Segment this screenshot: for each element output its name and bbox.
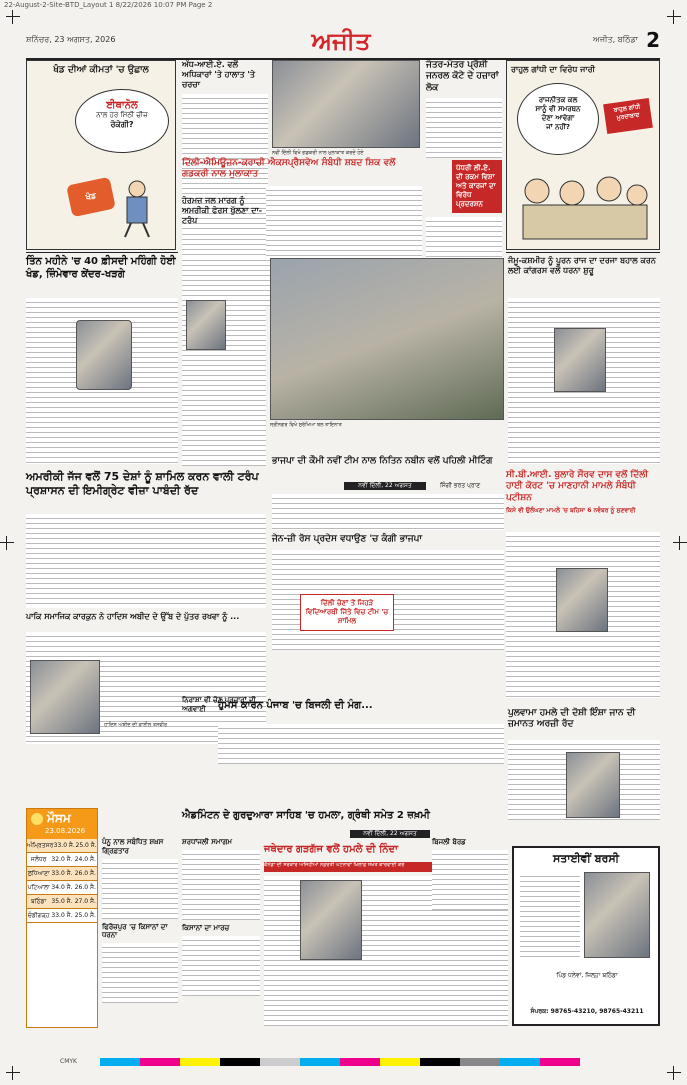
- weather-city: ਬਠਿੰਡਾ: [31, 898, 47, 905]
- story-headline: ਬਿਜਲੀ ਬੋਰਡ: [432, 838, 466, 846]
- barsi-advertisement: [512, 846, 660, 1026]
- story-body: [432, 850, 508, 910]
- cartoon-label-line2: ਨਾਲ ਹਰ ਮਿੱਠੀ ਚੀਜ਼: [96, 111, 148, 119]
- story-subhead: ਕਿਸੇ ਵੀ ਉਲੰਘਣਾ ਮਾਮਲੇ 'ਚ ਬਹਿਸਾ 6 ਨਵੰਬਰ ਨੂੰ ਸੁਣਵਾਈ: [506, 506, 636, 514]
- story-bjp-meeting-headline: ਭਾਜਪਾ ਦੀ ਕੌਮੀ ਨਵੀਂ ਟੀਮ ਨਾਲ ਨਿਤਿਨ ਨਬੀਨ ਵਲੋਂ ਪਹਿਲੀ ਮੀਟਿੰਗ: [272, 456, 493, 466]
- photo-insha-jaan: [566, 752, 620, 818]
- masthead: [26, 28, 660, 60]
- story-pak-activist-headline: ਪਾਕਿ ਸਮਾਜਿਕ ਕਾਰਕੁਨ ਨੇ ਹਾਦਿਸ ਅਬੀਦ ਦੇ ਉੱਬ ਦੇ ਪੁੱਤਰ ਰਖਵਾ ਨੂੰ ...: [26, 612, 240, 621]
- story-gargajj-headline: ਜਥੇਦਾਰ ਗੜਗੱਜ ਵਲੋਂ ਹਮਲੇ ਦੀ ਨਿੰਦਾ: [264, 844, 399, 855]
- photo-baba-ji: [584, 872, 650, 958]
- weather-min: 24.0 ਸੈ.: [74, 856, 96, 863]
- dateline-bar: ਨਵੀਂ ਦਿੱਲੀ, 22 ਅਗਸਤ: [350, 830, 430, 838]
- story-headline: ਕਿਸਾਨਾਂ ਦਾ ਮਾਰਚ: [182, 923, 230, 932]
- story-trump-body: [182, 256, 266, 466]
- speech-bubble: [517, 83, 599, 155]
- story-campaign-headline: ਨਿਰਾਸ਼ਾ ਵੀ ਚੋਣ ਪ੍ਰਚਾਰਾਂ ਦੀ ਅਗਵਾਈ: [182, 696, 256, 713]
- weather-min: 26.0 ਸੈ.: [74, 870, 96, 877]
- photo-trump: [186, 300, 226, 350]
- crop-mark-mid-right-icon: [673, 536, 687, 550]
- story-body: [182, 850, 260, 920]
- protest-sign: ਰਾਹੁਲ ਗਾਂਧੀ ਮੁਰਦਾਬਾਦ: [603, 98, 653, 134]
- newspaper-logo: ਅਜੀਤ: [311, 26, 371, 55]
- edition-label: ਅਜੀਤ, ਬਠਿੰਡਾ: [592, 35, 638, 44]
- story-body: [426, 98, 502, 158]
- ad-footer: ਪਿੰਡ ਧਲੇਵਾਂ, ਜ਼ਿਲ੍ਹਾ ਬਠਿੰਡਾ: [556, 972, 618, 979]
- ad-phone: ਸੰਪਰਕ: 98765-43210, 98765-43211: [530, 1008, 644, 1015]
- story-body: [182, 936, 260, 996]
- print-slug: 22-August-2-Site-BTD_Layout 1 8/22/2026 10:07 PM Page 2: [4, 1, 213, 9]
- story-headline: ਅੱਧ-ਆਈ.ਏ. ਵਲੋਂ ਅਧਿਕਾਰਾਂ 'ਤੇ ਹਾਲਾਤ 'ਤੇ ਚਰਚਾ: [182, 60, 255, 89]
- story-body: [102, 859, 178, 919]
- story-headline: ਸੀ.ਬੀ.ਆਈ. ਬੁਲਾਰੇ ਸੌਰਵ ਦਾਸ ਵਲੋਂ ਦਿੱਲੀ ਹਾਈ ਕੋਰਟ 'ਚ ਮਾਣਹਾਨੀ ਮਾਮਲੇ ਸੰਬੰਧੀ ਪਟੀਸ਼ਨ: [506, 470, 649, 503]
- weather-city: ਜਲੰਧਰ: [30, 856, 47, 863]
- story-headline: ਫਿਰੋਜ਼ਪੁਰ 'ਚ ਕਿਸਾਨਾਂ ਦਾ ਧਰਨਾ: [102, 922, 168, 940]
- story-genz-headline: ਜੇਨ-ਜ਼ੀ ਰੋਸ ਪ੍ਰਦੇਸ ਵਧਾਉਣ 'ਚ ਕੰਗੀ ਭਾਜਪਾ: [272, 534, 423, 544]
- story-headline: ਸ਼ਰਧਾਂਜਲੀ ਸਮਾਗਮ: [182, 838, 232, 846]
- speech-bubble: [75, 89, 169, 153]
- photo-caption: ਹਾਦਿਸ ਅਬੀਦ ਦੀ ਫ਼ਾਈਲ ਤਸਵੀਰ: [104, 722, 168, 728]
- highlight-box: ਪੱਧਰੀ ਲੀ.ਏ. ਦੀ ਰਕਮ ਵਿਸ਼ਾ ਅਤੇ ਕਾਰਜਾਂ ਦਾ ਵਿਰੋਧ ਪ੍ਰਦਰਸ਼ਨ: [452, 160, 502, 213]
- highlight-box: ਦਿੱਲੀ ਚੋਣਾਂ ਤੋਂ ਜਿਹੜੇ ਵਿਦਿਆਰਥੀ ਜਿੱਤੇ ਵਿਚ ਟੀਮ 'ਚ ਸ਼ਾਮਿਲ: [300, 594, 394, 631]
- story-power-board: [432, 838, 508, 918]
- weather-row: [27, 867, 97, 881]
- story-headline: ਜੰਤਰ-ਮੰਤਰ ਪ੍ਰੋਸ਼ੀ ਜਨਰਲ ਕੋਟੇ ਦੇ ਹਜ਼ਾਰਾਂ ਲੋਕ: [426, 60, 499, 93]
- weather-header: [27, 809, 97, 839]
- photo-caption: ਸ੍ਰੀਨਗਰ ਵਿਖੇ ਸੁਰੱਖਿਆ ਬਲ ਤਾਇਨਾਤ: [270, 422, 342, 428]
- weather-row: [27, 853, 97, 867]
- cmyk-label: CMYK: [60, 1058, 77, 1065]
- weather-min: 27.0 ਸੈ.: [74, 898, 96, 905]
- story-headline: ਪੰਨੂ ਨਾਲ ਸਬੰਧਿਤ ਸ਼ਖ਼ਸ ਗ੍ਰਿਫ਼ਤਾਰ: [102, 838, 164, 855]
- story-cbi-petition: [506, 470, 660, 700]
- section-rule: [506, 252, 660, 253]
- protest-crowd-icon: [517, 171, 651, 241]
- photo-gadkari-meeting: [272, 60, 420, 148]
- story-tributes: [182, 838, 260, 1028]
- story-pannu: [102, 838, 178, 1028]
- sugar-bag-icon: [66, 177, 116, 217]
- weather-city: ਚੰਡੀਗੜ੍ਹ: [27, 912, 50, 919]
- photo-kharge: [76, 320, 132, 390]
- weather-row: [27, 909, 97, 923]
- sugar-bag-label: ਖੰਡ: [84, 191, 97, 202]
- issue-date: ਸ਼ਨਿੱਚਰ, 23 ਅਗਸਤ, 2026: [26, 35, 116, 44]
- highlight-strip: ਕੈਨੇਡਾ ਦੀ ਸਰਕਾਰ ਅਜਿਹੀਆਂ ਨਫ਼ਰਤੀ ਘਟਨਾਵਾਂ ਖ਼ਿਲਾਫ਼ ਸਖ਼ਤ ਕਾਰਵਾਈ ਕਰੇ: [264, 862, 508, 872]
- sun-icon: [31, 813, 43, 825]
- ad-body: [520, 872, 580, 958]
- story-jk-statehood: [508, 256, 660, 466]
- story-headline: ਤਿੰਨ ਮਹੀਨੇ 'ਚ 40 ਫ਼ੀਸਦੀ ਮਹਿੰਗੀ ਹੋਈ ਖੰਡ, ਜ਼ਿੰਮੇਵਾਰ ਕੇਂਦਰ-ਖੜਗੇ: [26, 256, 176, 280]
- story-bjp-body: [272, 494, 504, 530]
- weather-row: [27, 881, 97, 895]
- cartoon-label-ethanol: ਈਥਾਨੋਲ: [106, 100, 138, 111]
- story-edmonton-headline: ਐਡਮਿੰਟਨ ਦੇ ਗੁਰਦੁਆਰਾ ਸਾਹਿਬ 'ਚ ਹਮਲਾ, ਗ੍ਰੰਥੀ ਸਮੇਤ 2 ਜ਼ਖ਼ਮੀ: [182, 810, 430, 821]
- photo-srinagar-security: [270, 258, 504, 420]
- cartoon-caption: ਰਾਹੁਲ ਗਾਂਧੀ ਦਾ ਵਿਰੋਧ ਜਾਰੀ: [511, 65, 596, 74]
- photo-hadis-abid: [30, 660, 100, 734]
- dateline-bar: ਨਵੀਂ ਦਿੱਲੀ, 22 ਅਗਸਤ: [344, 482, 426, 490]
- crop-mark-top-left-icon: [6, 10, 20, 24]
- crop-mark-bottom-right-icon: [667, 1066, 681, 1080]
- story-body: [102, 943, 178, 1003]
- left-cartoon: [26, 60, 176, 250]
- weather-city: ਲੁਧਿਆਣਾ: [27, 870, 50, 877]
- speech-line3: ਦੇਣਾ ਆਵੇਗਾ: [541, 114, 575, 122]
- weather-max: 33.0 ਸੈ.: [53, 842, 75, 849]
- speech-line2: ਸਾਨੂੰ ਵੀ ਸਮਰਥਨ: [535, 105, 581, 113]
- crop-mark-bottom-left-icon: [6, 1066, 20, 1080]
- weather-max: 33.0 ਸੈ.: [51, 912, 73, 919]
- photo-saurav-das: [556, 568, 608, 632]
- weather-city: ਪਟਿਆਲਾ: [27, 884, 50, 891]
- photo-congress-leader: [554, 328, 606, 392]
- crop-mark-mid-left-icon: [0, 536, 14, 550]
- weather-max: 34.0 ਸੈ.: [51, 884, 73, 891]
- story-headline: ਹੋਰਮਜ਼ ਜਲ ਮਾਰਗ ਨੂੰ ਅਮਰੀਕੀ ਫੋਰਸ ਖੁੱਲਣਾ ਦਾ- ਟਰੰਪ: [182, 196, 263, 225]
- weather-max: 33.0 ਸੈ.: [51, 870, 73, 877]
- weather-title: ਮੌਸਮ: [47, 811, 71, 825]
- weather-table: [27, 839, 97, 923]
- story-express-headline: ਦਿੱਲੀ-ਐਮਿਊਜ਼ਨ-ਕਰਾਚੀ ਐਕਸਪ੍ਰੈਸਵੇਅ ਸੰਬੰਧੀ ਸ਼ਬਦ ਸ਼ਿਕ ਵਲੋਂ ਗਡਕਰੀ ਨਾਲ ਮੁਲਾਕਾਤ: [182, 158, 396, 180]
- ad-title: ਸਤਾਈਵੀਂ ਬਰਸੀ: [552, 852, 620, 865]
- color-calibration-strip: [100, 1058, 580, 1066]
- weather-min: 25.0 ਸੈ.: [74, 912, 96, 919]
- cartoon-label-line3: ਰੋਕੇਗੀ?: [110, 120, 134, 129]
- cartoon-figure-icon: [115, 179, 157, 239]
- dateline-small: ਸਿੰਗੀ ਭਰਤ ਪ੍ਰਾਣ: [440, 482, 481, 489]
- weather-row: [27, 895, 97, 909]
- story-headline: ਜੰਮੂ-ਕਸ਼ਮੀਰ ਨੂੰ ਪੂਰਨ ਰਾਜ ਦਾ ਦਰਜਾ ਬਹਾਲ ਕਰਨ ਲਈ ਕਾਂਗਰਸ ਵਲੋਂ ਧਰਨਾ ਸ਼ੁਰੂ: [508, 256, 656, 275]
- story-power-demand-body: [218, 724, 504, 764]
- crop-mark-top-right-icon: [667, 10, 681, 24]
- weather-city: ਅੰਮ੍ਰਿਤਸਰ: [27, 842, 54, 849]
- page-number: 2: [646, 28, 660, 52]
- weather-max: 35.0 ਸੈ.: [51, 898, 73, 905]
- story-kharge: [26, 256, 178, 466]
- story-visa-ban-body: [26, 514, 266, 608]
- story-pulwama-headline: ਪੁਲਵਾਮਾ ਹਮਲੇ ਦੀ ਦੋਸ਼ੀ ਇੰਸ਼ਾ ਜਾਨ ਦੀ ਜ਼ਮਾਨਤ ਅਰਜ਼ੀ ਰੱਦ: [508, 708, 636, 730]
- photo-caption: ਨਵੀਂ ਦਿੱਲੀ ਵਿਖੇ ਗਡਕਰੀ ਨਾਲ ਮੁਲਾਕਾਤ ਕਰਦੇ ਹੋਏ: [272, 150, 364, 156]
- story-visa-ban-headline: ਅਮਰੀਕੀ ਜੱਜ ਵਲੋਂ 75 ਦੇਸ਼ਾਂ ਨੂੰ ਸ਼ਾਮਿਲ ਕਰਨ ਵਾਲੀ ਟਰੰਪ ਪ੍ਰਸ਼ਾਸਨ ਦੀ ਇਮੀਗ੍ਰੇਟ ਵੀਜ਼ਾ ਪਾਬੰਦੀ ਰੱਦ: [26, 470, 259, 497]
- weather-min: 26.0 ਸੈ.: [74, 884, 96, 891]
- weather-row: [27, 839, 97, 853]
- photo-jathedar: [300, 880, 362, 960]
- story-power-demand-headline: ਹੁੰਮਸ ਕਾਰਨ ਪੰਜਾਬ 'ਚ ਬਿਜਲੀ ਦੀ ਮੰਗ...: [218, 700, 373, 711]
- weather-min: 25.0 ਸੈ.: [75, 842, 97, 849]
- weather-box: [26, 808, 98, 1028]
- section-rule: [26, 252, 178, 253]
- weather-max: 32.0 ਸੈ.: [51, 856, 73, 863]
- speech-line1: ਰਾਜਨੀਤਕ ਕਲ: [538, 96, 578, 104]
- right-cartoon: [506, 60, 660, 250]
- cartoon-headline: ਖੰਡ ਦੀਆਂ ਕੀਮਤਾਂ 'ਚ ਉਛਾਲ: [53, 65, 149, 75]
- weather-date: 23.08.2026: [45, 827, 86, 835]
- speech-line4: ਜਾਂ ਨਹੀਂ?: [546, 123, 570, 131]
